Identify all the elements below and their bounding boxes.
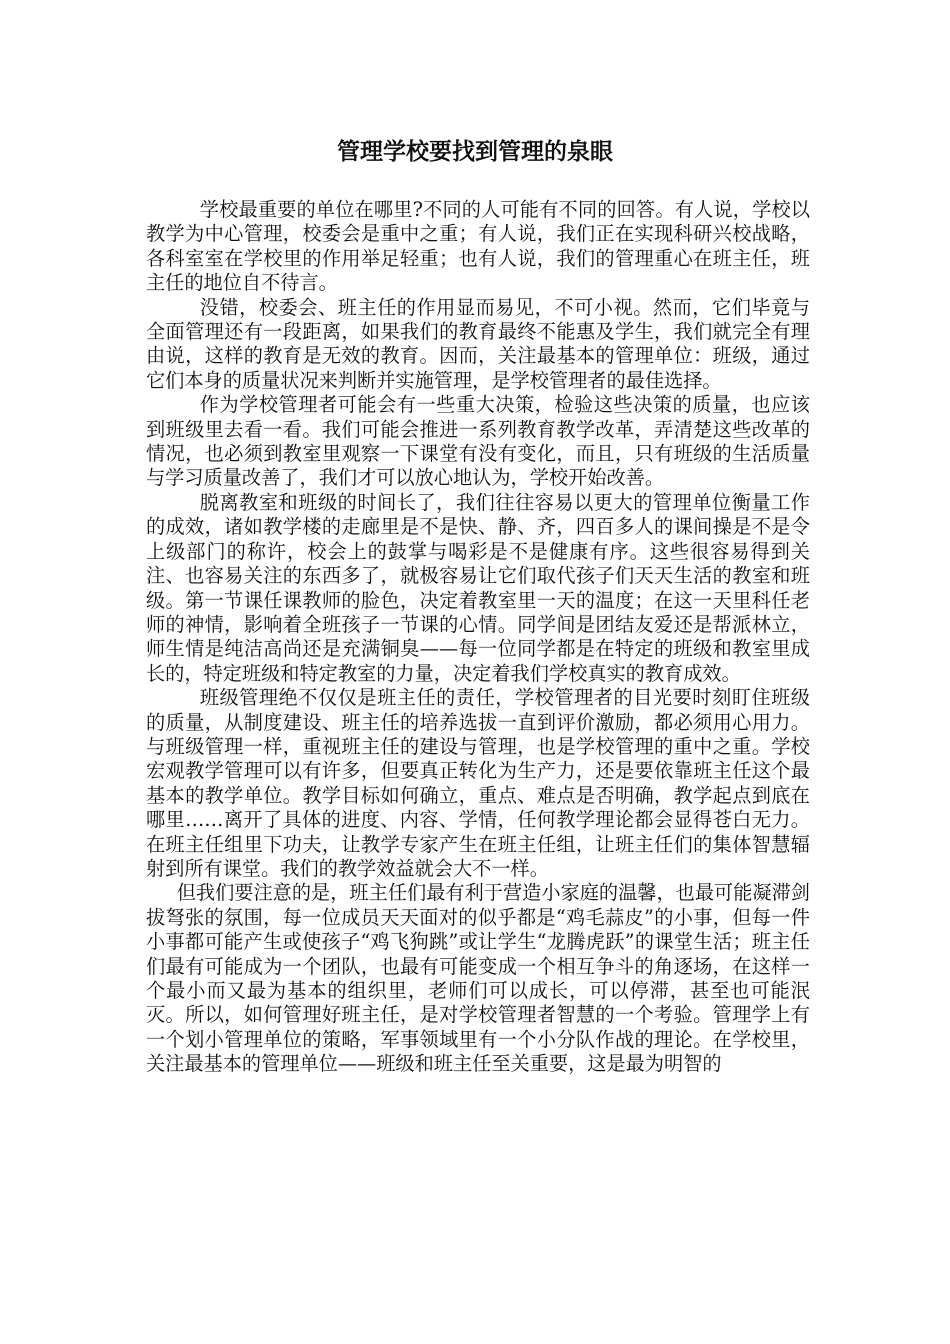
- paragraph-2: 没错，校委会、班主任的作用显而易见，不可小视。然而，它们毕竟与全面管理还有一段距离，如果我们的教育最终不能惠及学生，我们就完全有理由说，这样的教育是无效的教育。因而，关注最基本的管理单位：班级，通过它们本身的质量状况来判断并实施管理，是学校管理者的最佳选择。: [146, 295, 810, 392]
- document-title: 管理学校要找到管理的泉眼: [337, 139, 613, 165]
- paragraph-3: 作为学校管理者可能会有一些重大决策，检验这些决策的质量，也应该到班级里去看一看。我们可能会推进一系列教育教学改革，弄清楚这些改革的情况，也必须到教室里观察一下课堂有没有变化，而且，只有班级的生活质量与学习质量改善了，我们才可以放心地认为，学校开始改善。: [146, 393, 810, 490]
- paragraph-4: 脱离教室和班级的时间长了，我们往往容易以更大的管理单位衡量工作的成效，诸如教学楼的走廊里是不是快、静、齐，四百多人的课间操是不是令上级部门的称许，校会上的鼓掌与喝彩是不是健康有序。这些很容易得到关注、也容易关注的东西多了，就极容易让它们取代孩子们天天生活的教室和班级。第一节课任课教师的脸色，决定着教室里一天的温度；在这一天里科任老师的神情，影响着全班孩子一节课的心情。同学间是团结友爱还是帮派林立，师生情是纯洁高尚还是充满铜臭——每一位同学都是在特定的班级和教室里成长的，特定班级和特定教室的力量，决定着我们学校真实的教育成效。: [146, 490, 810, 685]
- paragraph-1: 学校最重要的单位在哪里?不同的人可能有不同的回答。有人说，学校以教学为中心管理，校委会是重中之重；有人说，我们正在实现科研兴校战略，各科室室在学校里的作用举足轻重；也有人说，我们的管理重心在班主任，班主任的地位自不待言。: [146, 198, 810, 295]
- paragraph-6: 但我们要注意的是，班主任们最有利于营造小家庭的温馨，也最可能凝滞剑拔弩张的氛围，每一位成员天天面对的似乎都是“鸡毛蒜皮”的小事，但每一件小事都可能产生或使孩子“鸡飞狗跳”或让学生“龙腾虎跃”的课堂生活；班主任们最有可能成为一个团队，也最有可能变成一个相互争斗的角逐场，在这样一个最小而又最为基本的组织里，老师们可以成长，可以停滞，甚至也可能泯灭。所以，如何管理好班主任，是对学校管理者智慧的一个考验。管理学上有一个划小管理单位的策略，军事领域里有一个小分队作战的理论。在学校里，关注最基本的管理单位——班级和班主任至关重要，这是最为明智的: [146, 881, 810, 1076]
- document-body: [146, 198, 810, 1077]
- paragraph-5: 班级管理绝不仅仅是班主任的责任，学校管理者的目光要时刻盯住班级的质量，从制度建设、班主任的培养选拔一直到评价激励，都必须用心用力。与班级管理一样，重视班主任的建设与管理，也是学校管理的重中之重。学校宏观教学管理可以有许多，但要真正转化为生产力，还是要依靠班主任这个最基本的教学单位。教学目标如何确立，重点、难点是否明确，教学起点到底在哪里……离开了具体的进度、内容、学情，任何教学理论都会显得苍白无力。在班主任组里下功夫，让教学专家产生在班主任组，让班主任们的集体智慧辐射到所有课堂。我们的教学效益就会大不一样。: [146, 686, 810, 880]
